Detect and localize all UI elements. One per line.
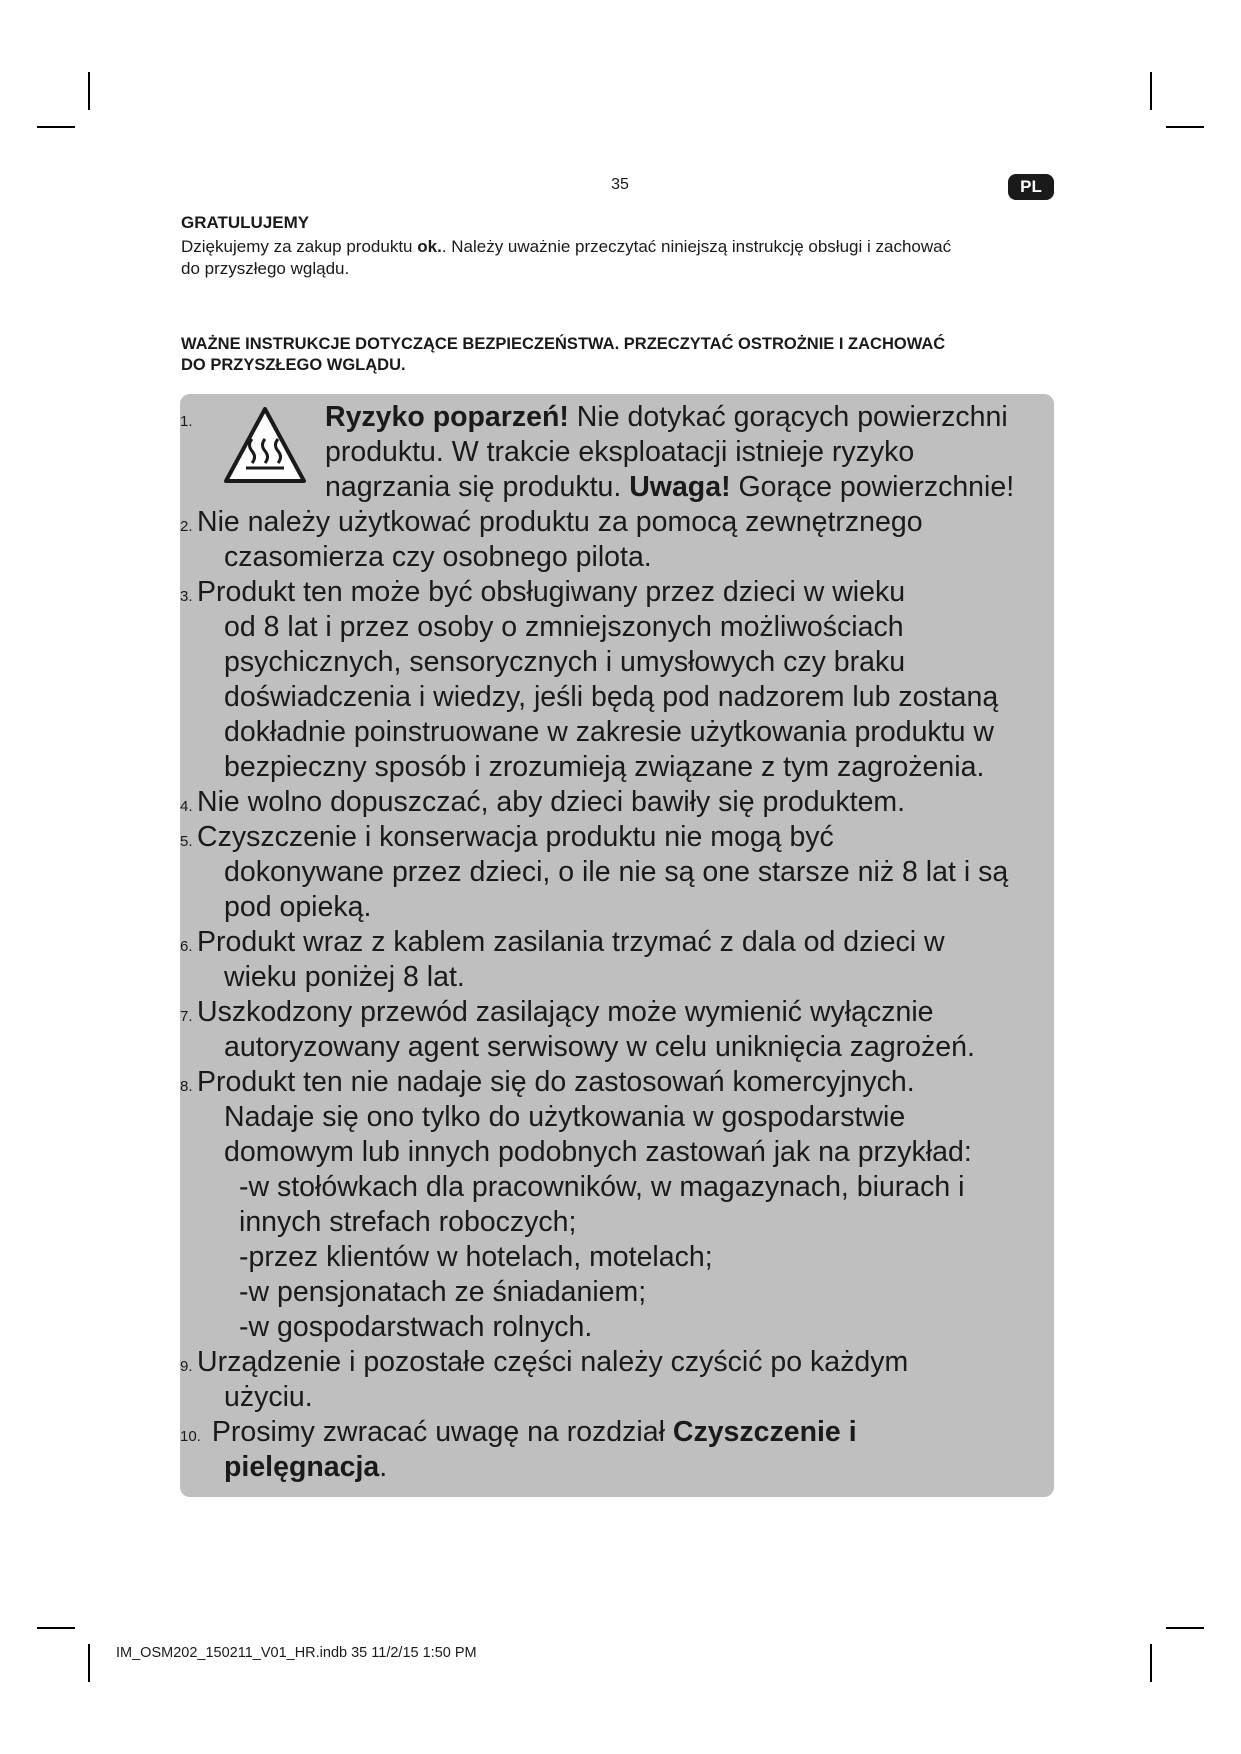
- safety-item-6: [180, 925, 945, 964]
- safety-item-8-line2: Nadaje się ono tylko do użytkowania w gospodarstwie: [224, 1101, 906, 1133]
- crop-mark-top-right-v: [1150, 72, 1152, 110]
- safety-item-8: [180, 1065, 915, 1104]
- item-number: 1.: [180, 413, 193, 430]
- caution-label: Uwaga!: [629, 471, 731, 503]
- safety-item-3-line5: dokładnie poinstruowane w zakresie użytkowania produktu w: [224, 716, 994, 748]
- brand-name: ok.: [417, 237, 442, 256]
- safety-item-2-line2: czasomierza czy osobnego pilota.: [224, 541, 652, 573]
- safety-item-9-line2: użyciu.: [224, 1381, 313, 1413]
- item-text: Czyszczenie i konserwacja produktu nie mogą być: [197, 821, 834, 853]
- burn-risk-label: Ryzyko poparzeń!: [325, 401, 569, 433]
- safety-item-3-line3: psychicznych, sensorycznych i umysłowych czy braku: [224, 646, 906, 678]
- crop-mark-top-left-v: [88, 72, 90, 110]
- congrats-text-after: . Należy uważnie przeczytać niniejszą instrukcję obsługi i zachować: [441, 237, 952, 256]
- hot-surface-warning-icon: [222, 405, 308, 485]
- item-number: 2.: [180, 518, 193, 535]
- safety-item-7: [180, 995, 934, 1034]
- safety-item-3-line2: od 8 lat i przez osoby o zmniejszonych możliwościach: [224, 611, 904, 643]
- crop-mark-bottom-right-v: [1150, 1644, 1152, 1682]
- item-1-text1: Nie dotykać gorących powierzchni: [568, 401, 1008, 433]
- crop-mark-top-right-h: [1166, 126, 1204, 128]
- crop-mark-bottom-left-h: [37, 1627, 75, 1629]
- safety-item-3-line4: doświadczenia i wiedzy, jeśli będą pod nadzorem lub zostaną: [224, 681, 999, 713]
- congrats-title: GRATULUJEMY: [181, 213, 310, 232]
- safety-item-8-sub1: -w stołówkach dla pracowników, w magazynach, biurach i: [239, 1171, 965, 1203]
- item-1-line3a: nagrzania się produktu.: [325, 471, 630, 503]
- safety-item-8-sub3: -przez klientów w hotelach, motelach;: [239, 1241, 713, 1273]
- safety-item-5: [180, 820, 834, 859]
- safety-item-3-line6: bezpieczny sposób i zrozumieją związane z tym zagrożenia.: [224, 751, 985, 783]
- crop-mark-top-left-h: [37, 126, 75, 128]
- item-number: 7.: [180, 1008, 193, 1025]
- safety-heading-line2: DO PRZYSZŁEGO WGLĄDU.: [181, 356, 406, 374]
- safety-item-1-line3: [325, 470, 1014, 505]
- care-chapter-name: pielęgnacja: [224, 1451, 380, 1483]
- item-text: Nie wolno dopuszczać, aby dzieci bawiły się produktem.: [197, 786, 906, 818]
- crop-mark-bottom-left-v: [88, 1644, 90, 1682]
- item-number: 3.: [180, 588, 193, 605]
- safety-item-6-line2: wieku poniżej 8 lat.: [224, 961, 465, 993]
- safety-item-9: [180, 1345, 908, 1384]
- page-number: 35: [611, 176, 629, 193]
- item-number: 10.: [180, 1428, 201, 1445]
- item-1-line3b: Gorące powierzchnie!: [730, 471, 1015, 503]
- item-text: Produkt ten może być obsługiwany przez dzieci w wieku: [197, 576, 906, 608]
- item-text: Produkt ten nie nadaje się do zastosowań komercyjnych.: [197, 1066, 915, 1098]
- item-text: Uszkodzony przewód zasilający może wymienić wyłącznie: [197, 996, 934, 1028]
- safety-item-1: [180, 400, 197, 439]
- item-number: 5.: [180, 833, 193, 850]
- item-text: Produkt wraz z kablem zasilania trzymać z dala od dzieci w: [197, 926, 945, 958]
- item-text: Nie należy użytkować produktu za pomocą zewnętrznego: [197, 506, 923, 538]
- cleaning-chapter-name: Czyszczenie i: [672, 1416, 857, 1448]
- safety-item-8-sub4: -w pensjonatach ze śniadaniem;: [239, 1276, 647, 1308]
- safety-item-5-line2: dokonywane przez dzieci, o ile nie są one starsze niż 8 lat i są: [224, 856, 1009, 888]
- crop-mark-bottom-right-h: [1166, 1627, 1204, 1629]
- print-file-info: IM_OSM202_150211_V01_HR.indb 35 11/2/15 1:50 PM: [116, 1645, 477, 1661]
- congrats-text: [181, 236, 1061, 280]
- safety-item-7-line2: autoryzowany agent serwisowy w celu uniknięcia zagrożeń.: [224, 1031, 975, 1063]
- safety-item-5-line3: pod opieką.: [224, 891, 372, 923]
- item-number: 4.: [180, 798, 193, 815]
- item-number: 9.: [180, 1358, 193, 1375]
- item-text: Urządzenie i pozostałe części należy czyścić po każdym: [197, 1346, 909, 1378]
- safety-item-1-line2: produktu. W trakcie eksploatacji istnieje ryzyko: [325, 436, 915, 468]
- safety-item-8-sub5: -w gospodarstwach rolnych.: [239, 1311, 593, 1343]
- safety-heading: [181, 334, 1061, 376]
- safety-item-8-sub2: innych strefach roboczych;: [239, 1206, 577, 1238]
- item-number: 6.: [180, 938, 193, 955]
- language-badge: PL: [1008, 174, 1054, 200]
- safety-item-8-line3: domowym lub innych podobnych zastowań jak na przykład:: [224, 1136, 972, 1168]
- safety-item-10-line2: [224, 1450, 387, 1485]
- item-text: Prosimy zwracać uwagę na rozdział: [204, 1416, 673, 1448]
- safety-item-10: [180, 1415, 857, 1454]
- item-number: 8.: [180, 1078, 193, 1095]
- safety-item-2: [180, 505, 923, 544]
- congrats-text-before: Dziękujemy za zakup produktu: [181, 237, 418, 256]
- safety-item-3: [180, 575, 905, 614]
- safety-heading-line1: WAŻNE INSTRUKCJE DOTYCZĄCE BEZPIECZEŃSTWA. PRZECZYTAĆ OSTROŻNIE I ZACHOWAĆ: [181, 335, 946, 353]
- safety-item-1-line1: [325, 400, 1008, 435]
- safety-item-4: [180, 785, 905, 824]
- congrats-text-line2: do przyszłego wglądu.: [181, 259, 350, 278]
- item-10-end: .: [379, 1451, 388, 1483]
